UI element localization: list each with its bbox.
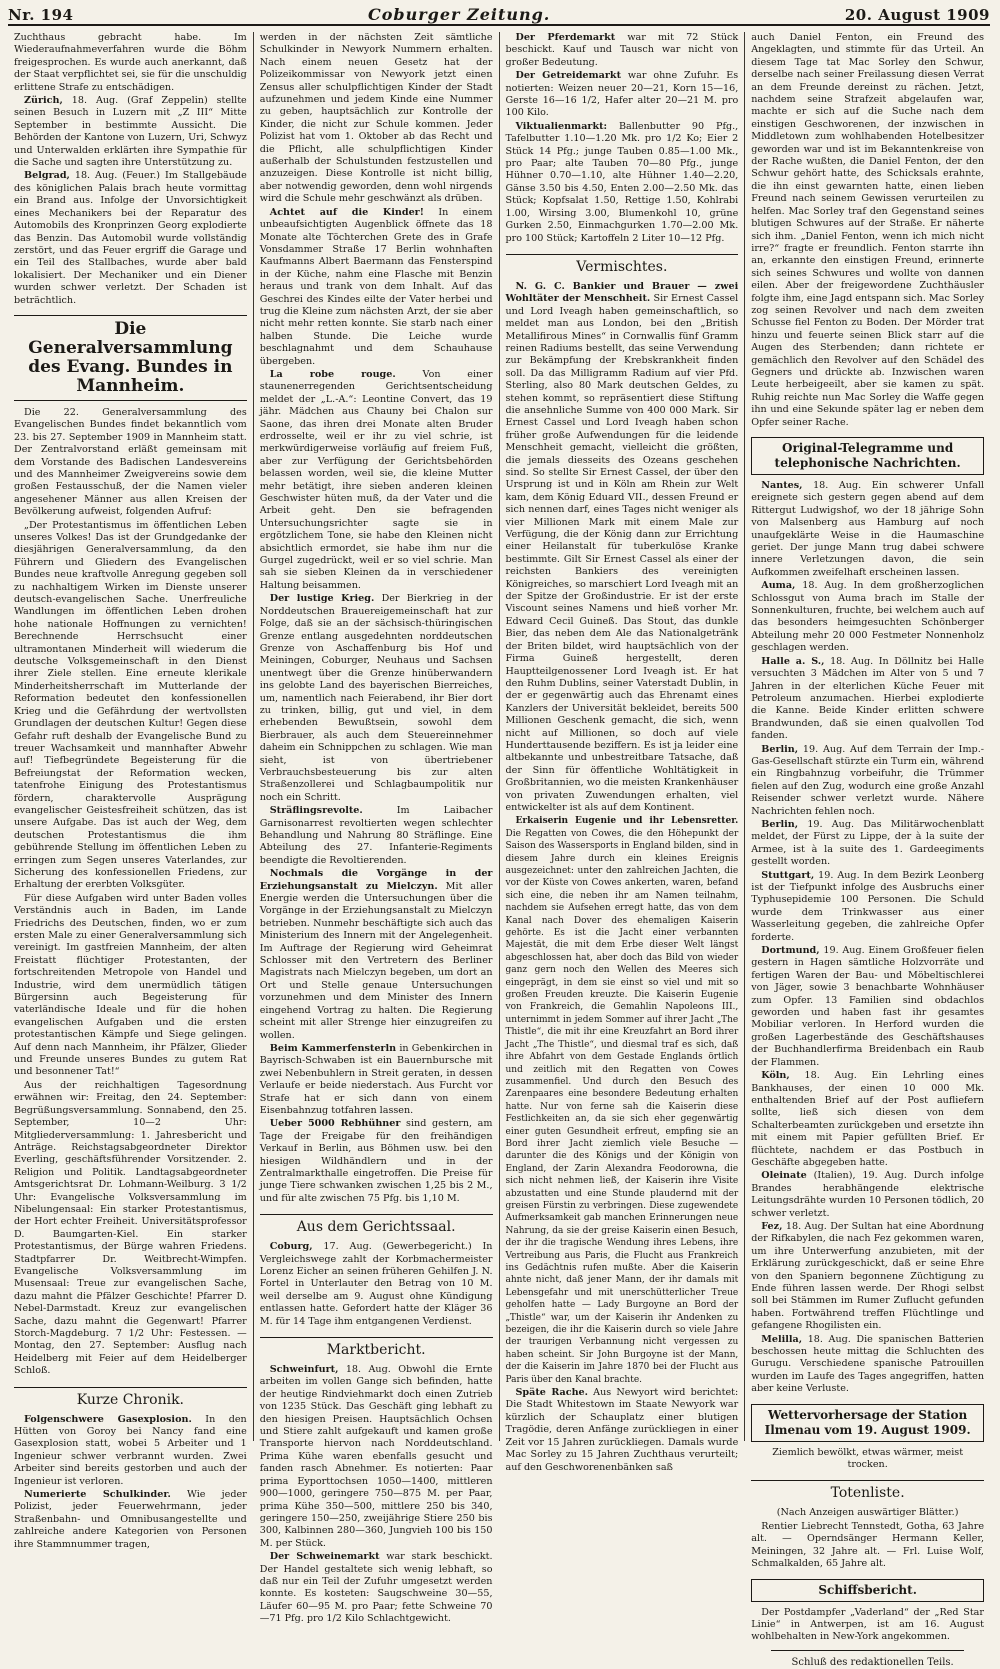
article-paragraph [260,1043,493,1117]
article-paragraph [751,480,984,579]
article-paragraph [506,815,739,1386]
article-text: Von einer staunenerregenden Gerichtsentscheidung meldet der „L.-A.“: Leontine Convert, das 19 jähr. Mädchen aus Chauny bei Chalon sur Saone, das ihren drei Monate alten Bruder erdrosselte, weil er ihr zu viel schrie, ist merkwürdigerweise vorläufig auf freiem Fuß, aber zur Verfügung der Gerichtsbehörden belassen worden, weil sie, die kleine Mutter mehr betätigt, ihre sieben anderen kleinen Geschwister hüten muß, da der Vater und die Arbeit geht. Den sie befragenden Untersuchungsrichter sagte sie in ergötzlichem Tone, sie habe den Kleinen nicht absichtlich ermordet, sie habe ihm nur die Gurgel zugedrückt, weil er so viel schrie. Man sah sie sieben Kleinen da in verschiedener Haltung beisammen. [259,368,493,591]
article-paragraph: Aus der reichhaltigen Tagesordnung erwähnen wir: Freitag, den 24. September: Begrüßungsversammlung. Sonnabend, den 25. September, 10—2 Uhr: Mitgliederversammlung: 1. Jahresbericht und Anträge. Reichstagsabgeordneter Direktor Everling, geschäftsführender Vorsitzender. 2. Religion und Politik. Landtagsabgeordneter Amtsgerichtsrat Dr. Lohmann-Weilburg. 3 1/2 Uhr: Evangelische Volksversammlung im Nibelungensaal: Ein starker Protestantismus, der Hort echter Freiheit. Universitätsprofessor D. Baumgarten-Kiel. Ein starker Protestantismus, der Bürge wahren Friedens. Stadtpfarrer Dr. Weitbrecht-Wimpfen. Evangelische Volksversammlung im Musensaal: Treue zur evangelischen Sache, dazu mahnt die Pfälzer Geschichte! Pfarrer D. Nebel-Darmstadt. Kreuz zur evangelischen Sache, dazu mahnt die Gegenwart! Pfarrer Storch-Magdeburg. 7 1/2 Uhr: Festessen. — Montag, den 27. September: Ausflug nach Heidelberg mit Feier auf dem Heidelberger Schloß. [14,1079,247,1377]
article-text: Im Laibacher Garnisonarrest revoltierten wegen schlechter Behandlung und Nahrung 80 Sträflinge. Eine Abteilung des 27. Infanterie-Regiments beendigte die Revoltierenden. [259,805,493,866]
article-text: 19. Aug. Das Militärwochenblatt meldet, der Fürst zu Lippe, der à la suite der Armee, ist à la suite des 1. Gardeegiments gestellt worden. [751,818,984,868]
headline: Numerierte Schulkinder. [24,1489,171,1501]
article-paragraph [751,1334,984,1396]
article-text: in Gebenkirchen in Bayrisch-Schwaben ist ein Bauernbursche mit zwei Nebenbuhlern in Streit geraten, in dessen Verlaufe er beide niederstach. Aus Furcht vor Strafe hat er sich dann von einem Eisenbahnzug totfahren lassen. [259,1042,493,1116]
article-paragraph: „Der Protestantismus im öffentlichen Leben unseres Volkes! Das ist der Grundgedanke der diesjährigen Generalversammlung, da den Führern und Gliedern des Evangelischen Bundes neue kraftvolle Anregung gegeben soll zu nachhaltigem Wirken im Dienste unserer deutsch-evangelischen Sache. Unerfreuliche Wandlungen im öffentlichen Leben drohen hohe nationale Hoffnungen zu vernichten! Berechnende Herrschsucht einer ultramontanen Minderheit will wiederum die deutsche Volksgemeinschaft in den Dienst ihrer Ziele stellen. Eine erneute klerikale Minderheitsherrschaft im Mutterlande der Reformation bedeutet den konfessionellen Krieg und die Gefährdung der wertvollsten Grundlagen der deutschen Kultur! Gegen diese Gefahr ruft deshalb der Evangelische Bund zu treuer Wachsamkeit und mannhafter Abwehr auf! Tiefbegründete Begeisterung für die Befreiungstat der Reformation wecken, tatenfrohe Einigung des Protestantismus fördern, charaktervolle Ausprägung evangelischer Geistesfreiheit schützen, das ist unsere Aufgabe. Das ist auch der Weg, dem deutschen Protestantismus die ihm gebührende Stellung im öffentlichen Leben zu erringen zum Segen unseres Vaterlandes, zur Sicherung des konfessionellen Friedens, zur Erhaltung der ererbten Volksgüter. [14,519,247,891]
article-text: In einem unbeaufsichtigten Augenblick öffnete das 18 Monate alte Töchterchen Grete des in Grafe Vonsdammer Straße 17 Berlin wohnhaften Kaufmanns Albert Baermann das Fensterspind in der Küche, nahm eine Flasche mit Benzin heraus und trank von dem Inhalt. Auf das Geschrei des Kindes eilte der Vater herbei und trug die Kleine zum nächsten Arzt, der sie aber nicht mehr retten konnte. Sie starb nach einer halben Stunde. Die Leiche wurde beschlagnahmt und dem Schauhause übergeben. [259,206,493,367]
divider [771,1650,964,1651]
column-4 [745,32,990,1668]
article-paragraph [751,870,984,944]
article-paragraph [14,95,247,169]
article-text: Mit aller Energie werden die Untersuchungen über die Vorgänge in der Erziehungsanstalt zu Mielczyn betrieben. Nunmehr beschäftigte sich auch das Ministerium des Innern mit der Angelegenheit. Im Auftrage der Regierung wird Geheimrat Schlosser mit den Vertretern des Berliner Magistrats nach Mielczyn begeben, um dort an Ort und Stelle genaue Untersuchungen vorzunehmen und dem Minister des Innern eingehend Vortrag zu halten. Die Regierung scheint mit aller Strenge hier einzugreifen zu wollen. [259,880,493,1041]
article-text: 19. Aug. Auf dem Terrain der Imp.-Gas-Gesellschaft stürzte ein Turm ein, während ein Ringbahnzug vorbeifuhr, die Trümmer fielen auf den Zug, wodurch eine große Anzahl Reisender schwer verletzt wurde. Nähere Nachrichten fehlen noch. [751,743,984,817]
article-paragraph [751,1170,984,1220]
article-paragraph: werden in der nächsten Zeit sämtliche Schulkinder in Newyork Nummern erhalten. Nach einem neuen Gesetz hat der Polizeikommissar von Newyork jetzt einen Zensus aller schulpflichtigen Kinder der Stadt aufzunehmen und jedem Kinde eine Nummer zu geben, hauptsächlich zur Kontrolle der Kinder, die nicht zur Schule kommen. Jeder Polizist hat vom 1. Oktober ab das Recht und die Pflicht, alle schulpflichtigen Kinder außerhalb der Schulstunden festzustellen und anzuzeigen. Diese Kontrolle ist nicht billig, aber notwendig geworden, denn wohl nirgends wird die Schule mehr geschwänzt als drüben. [259,32,493,205]
headline: Erkaiserin Eugenie und ihr Lebensretter. [515,816,739,827]
article-paragraph [751,1070,984,1169]
weather-forecast: Ziemlich bewölkt, etwas wärmer, meist trocken. [772,1446,964,1471]
article-paragraph [260,593,493,804]
headline: Sträflingsrevolte. [269,805,363,817]
dateline: Berlin, [761,743,799,755]
article-paragraph [506,1387,739,1474]
article-paragraph [14,170,247,306]
issue-date: 20. August 1909 [844,6,990,24]
dateline: Auma, [761,580,796,592]
article-text: 19. Aug. Einem Großfeuer fielen gestern in Hagen sämtliche Holzvorräte und fertigen Waren der Bau- und Möbeltischlerei von Jäger, sowie 3 benachbarte Wohnhäuser zum Opfer. 13 Familien sind obdachlos geworden und haben fast ihr gesamtes Mobiliar verloren. In Herford wurden die großen Lagerbestände des Geschäftshauses der Buchhandlerfirma Breidenbach ein Raub der Flammen. [751,945,984,1068]
article-paragraph [260,1364,493,1550]
article-text: 18. Aug. Obwohl die Ernte arbeiten im vollen Gange sich befinden, hatte der heutige Rindviehmarkt doch einen Zutrieb von 1235 Stück. Das Geschäft ging lebhaft zu den hiesigen Preisen. Hauptsächlich Ochsen und Stiere zahlt aufgekauft und kamen große Transporte hiervon nach Norddeutschland. Prima Kühe waren ebenfalls gesucht und fanden rasch Abnehmer. Es notierten: Paar prima Eyporttochsen 1050—1400, mittleren 900—1000, geringere 750—875 M. per Paar, prima Kühe 350—500, mittlere 250 bis 340, geringere 150—250, zweijährige Stiere 250 bis 300, Kalbinnen 280—360, Jungvieh 100 bis 150 M. per Stück. [259,1364,493,1549]
dateline: Belgrad, [24,170,70,182]
article-paragraph [260,369,493,592]
article-paragraph: Für diese Aufgaben wird unter Baden volles Verständnis auch in Baden, im Lande Friedrichs des Deutschen, finden, wo er zum ersten Male zu einer Generalversammlung sich vereinigt. Im gastfreien Mannheim, der alten Freistatt flüchtiger Protestanten, der fortschreitenden Metropole von Handel und Industrie, wird dem unermüdlich tätigen Bürgersinn auch Begeisterung für vaterländische Ideale und für die hohen evangelischen Aufgaben und die ersten protestantischen Kämpfe und Siege gelingen. Auf denn nach Mannheim, ihr Pfälzer, Glieder und Freunde unseres Bundes zu gutem Rat und besonnener Tat!“ [14,892,247,1078]
headline: Nochmals die Vorgänge in der Erziehungsanstalt zu Mielczyn. [259,868,493,892]
dateline: Fez, [761,1220,783,1232]
section-heading-marktbericht: Marktbericht. [260,1337,493,1358]
article-paragraph [260,207,493,368]
dateline: Stuttgart, [761,869,815,881]
column-1 [8,32,254,1550]
dateline: Melilla, [761,1333,803,1345]
section-heading-schiffsbericht: Schiffsbericht. [751,1579,984,1602]
article-text: (Italien), 19. Aug. Durch infolge Brandes herabhängende elektrische Leitungsdrähte wurden 10 Personen tödlich, 20 schwer verletzt. [751,1170,984,1219]
article-paragraph [751,1221,984,1333]
section-heading-telegramme: Original-Telegramme und telephonische Nachrichten. [751,437,984,475]
article-text: 18. Aug. In dem großherzoglichen Schlossgut von Auma brach im Stalle der Sonnenkulturen, fruchte, bei welchem auch auf das besonders heimgesuchten Schönberger Abteilung mehr 20 000 Festmeter Nonnenholz geschlagen werden. [751,580,984,654]
article-paragraph: Die 22. Generalversammlung des Evangelischen Bundes findet bekanntlich vom 23. bis 27. September 1909 in Mannheim statt. Der Zentralvorstand erläßt gemeinsam mit dem Vorstande des Badischen Landesvereins und des Mannheimer Zweigvereins sowie dem großen Festausschuß, der die Namen vieler angesehener Männer aus allen Kreisen der Bevölkerung aufweist, folgenden Aufruf: [14,406,247,518]
section-heading-wetter: Wettervorhersage der Station Ilmenau vom 19. August 1909. [751,1404,984,1442]
article-paragraph [260,1118,493,1205]
article-text: war ohne Zufuhr. Es notierten: Weizen neuer 20—21, Korn 15—16, Gerste 16—16 1/2, Hafer alter 20—21 M. pro 100 Kilo. [505,70,739,119]
section-heading-kurze-chronik: Kurze Chronik. [14,1387,247,1408]
dateline: Dortmund, [761,945,820,957]
article-text: Sir Ernest Cassel und Lord Iveagh haben gemeinschaftlich, so meldet man aus London, bei den „British Metallifirous Mines“ in Cornwallis fünf Gramm reinen Radiums bestellt, das seine Verwendung zur Bekämpfung der Krebskrankheit finden soll. Da das Milligramm Radium auf vier Pfd. Sterling, also 80 Mark deutschen Geldes, zu stehen kommt, so repräsentiert diese Stiftung die ansehnliche Summe von 400 000 Mark. Sir Ernest Cassel und Lord Iveagh haben schon früher große Aufwendungen für die leidende Menschheit gemacht, vielleicht die größten, die jemals diesseits des Ozeans geschehen sind. So stellte Sir Ernest Cassel, der über den Ursprung ist und in Köln am Rhein zur Welt kam, dem König Eduard VII., dessen Freund er sich nennen darf, eines Tages nicht weniger als vier Millionen Mark mit einem Male zur Verfügung, die der König dann zur Errichtung einer Heilanstalt für tuberkulöse Kranke bestimmte. Gilt Sir Ernest Cassel als einer der reichsten Bankiers des vereinigten Königreiches, so marschiert Lord Iveagh mit an der Spitze der Großindustrie. Er ist der erste Viscount seines Namens und hieß vorher Mr. Edward Cecil Guineß. Das Stout, das dunkle Bier, das neben dem Ale das Nationalgetränk der Briten bildet, wird hauptsächlich von der Firma Guineß hergestellt, deren Hauptteilgenossener Lord Iveagh ist. Er hat den Ruhm Dublins, seiner Vaterstadt Dublin, in der er gegenwärtig auch das Ehrenamt eines Kanzlers der Universität bekleidet, bereits 500 Millionen Geschenk gemacht, die sich, wenn nicht auf Millionen, so doch auf viele Hunderttausende beziffern. Es ist ja leider eine altbekannte und unbestreitbare Tatsache, daß der Sinn für öffentliche Wohltätigkeit in Großbritannien, wo die meisten Krankenhäuser von privaten Zuwendungen erhalten, viel entwickelter ist als auf dem Kontinent. [505,293,739,813]
totenliste-entries: Rentier Liebrecht Tennstedt, Gotha, 63 Jahre alt. — Operndsänger Hermann Keller, Meiningen, 32 Jahre alt. — Frl. Luise Wolf, Schmalkalden, 65 Jahre alt. [751,1520,984,1570]
article-text: 18. Aug. Der Sultan hat eine Abordnung der Rifkabylen, die nach Fez gekommen waren, um ihre Unterwerfung anzubieten, mit der Erklärung zurückgeschickt, daß er seine Ehre von den Spaniern begonnene Züchtigung zu Ende führen lassen werde. Der Rhogi selbst soll bei Stämmen im Rumer Zuflucht gefunden haben. Fortwährend treffen Flüchtlinge und gefangene Rhogilisten ein. [751,1220,984,1332]
article-paragraph [260,1241,493,1328]
article-paragraph [506,121,739,245]
article-text: sind gestern, am Tage der Freigabe für den freihändigen Verkauf in Berlin, aus Böhmen usw. bei den hiesigen Wildhändlern und in der Zentralmarkthalle eingetroffen. Die Preise für junge Tiere schwanken zwischen 1,25 bis 2 M., und für alte zwischen 75 Pfg. bis 1,10 M. [259,1118,493,1204]
dateline: Berlin, [761,818,799,830]
article-paragraph [14,1489,247,1551]
article-text: Wie jeder Polizist, jeder Feuerwehrmann, jeder Straßenbahn- und Omnibusangestellte und zahlreiche andere Kategorien von Personen ihre Stammnummer tragen, [14,1489,247,1550]
article-paragraph [751,945,984,1069]
article-text: 18. Aug. Ein schwerer Unfall ereignete sich gestern gegen abend auf dem Rittergut Ludwigshof, wo der 18 jährige Sohn von Malsenberg aus Hamburg auf noch unaufgeklärte Weise in die Haumaschine geriet. Der junge Mann trug dabei schwere innere Verletzungen davon, die sein Aufkommen zweifelhaft erscheinen lassen. [751,480,984,578]
text-columns [8,32,990,1668]
article-paragraph [506,70,739,120]
masthead [8,4,990,26]
dateline: Oleinate [761,1170,807,1182]
headline: Späte Rache. [515,1387,589,1399]
article-paragraph [260,805,493,867]
newspaper-title: Coburger Zeitung. [368,5,551,24]
article-text: 18. Aug. (Feuer.) Im Stallgebäude des königlichen Palais brach heute vormittag ein Brand aus. Infolge der Unvorsichtigkeit eines Mechanikers bei der Reparatur des Automobils des Kronprinzen Georg explodierte das Benzin. Das Automobil wurde vollständig zerstört, und das Feuer ergriff die Garage und ein Teil des Stallbaches, wurde aber bald lokalisiert. Der Mechaniker und ein Diener wurden schwer verletzt. Der Schaden ist beträchtlich. [14,170,247,306]
article-text: 18. Aug. (Graf Zeppelin) stellte seinen Besuch in Luzern mit „Z III“ Mitte September in bestimmte Aussicht. Die Behörden der Kantone von Luzern, Uri, Schwyz und Unterwalden erklärten ihre Sympathie für die Sache und sagten ihre Unterstützung zu. [14,95,247,169]
headline: Beim Kammerfensterln [269,1042,397,1054]
headline: Folgenschwere Gasexplosion. [24,1413,192,1425]
dateline: Schweinfurt, [269,1364,339,1376]
headline: Der Getreidemarkt [515,70,622,82]
headline: Achtet auf die Kinder! [269,206,424,218]
article-text: Aus Newyort wird berichtet: Die Stadt Whitestown im Staate Newyork war kürzlich der Schauplatz einer blutigen Tragödie, deren Anfänge zurückliegen in einer Zeit vor 15 Jahren zurückliegen. Damals wurde Mac Sorley zu 15 Jahren Zuchthaus verurteilt; auf den Geschworenenbänken saß [505,1387,739,1473]
dateline: Nantes, [761,480,803,491]
article-text: 19. Aug. In dem Bezirk Leonberg ist der Tiefpunkt infolge des Ausbruchs einer Typhusepidemie 100 Personen. Die Schuld wurde dem Trinkwasser aus einer Wasserleitung gegeben, die zahlreiche Opfer forderte. [751,869,984,943]
headline: La robe rouge. [269,368,396,380]
section-heading-gerichtssaal: Aus dem Gerichtssaal. [260,1214,493,1235]
headline: Viktualienmarkt: [515,120,608,132]
column-3 [500,32,746,1473]
section-heading-totenliste: Totenliste. [751,1480,984,1501]
section-heading-vermischtes: Vermischtes. [506,254,739,275]
totenliste-source: (Nach Anzeigen auswärtiger Blätter.) [776,1507,959,1519]
headline: Der Pferdemarkt [515,32,616,43]
article-paragraph: auch Daniel Fenton, ein Freund des Angeklagten, und stimmte für das Urteil. An diesem Tage tat Mac Sorley den Schwur, derselbe nach seiner Freilassung diesen Verrat an dem Freunde dereinst zu rächen. Jetzt, nachdem seine Strafzeit abgelaufen war, machte er sich auf die Suche nach dem einstigen Geschworenen, der inzwischen in Middletown zum wohlhabenden Hotelbesitzer geworden war und ist im Bekanntenkreise von der Rache wußten, die Daniel Fenton, der den Schwur gehört hatte, des Schicksals erahnte, die ihn einst gewarnten hatte, einen lieben Freund nach seinem Gewissen verurteilen zu helfen. Mac Sorley traf den Gegenstand seines blutigen Schwures auf der Straße. Er näherte sich ihm. „Daniel Fenton, wenn ich mich nicht irre?“ fragte er freundlich. Fenton starrte ihn an, erkannte den einstigen Freund, erinnerte sich seines Schwures und wollte von dannen eilen. Aber der freigewordene Zuchthäusler folgte ihm, eine Jagd entspann sich. Mac Sorley zog seinen Revolver und nach dem zweiten Schusse fiel Fenton zu Boden. Der Mörder trat hinzu und feuerte seinen Blick starr auf die Augen des Sterbenden; dann richtete er gemächlich den Revolver auf den Schädel des Gegners und drückte ab. Inzwischen waren Leute herbeigeeilt, aber sie kamen zu spät. Ruhig reichte nun Mac Sorley die Waffe gegen ihn und eine Sekunde später lag er neben dem Opfer seiner Rache. [751,32,984,428]
headline: N. G. C. Bankier und Brauer — zwei Wohltäter der Menschheit. [505,280,739,305]
article-text: In den Hütten von Goroy bei Nancy fand eine Gasexplosion statt, wobei 5 Arbeiter und 1 Ingenieur schwer verbrannt wurden. Zwei Arbeiter sind bereits gestorben und auch der Ingenieur ist verloren. [14,1413,247,1487]
headline: Der lustige Krieg. [269,593,375,605]
section-heading-generalversammlung: Die Generalversammlung des Evang. Bundes in Mannheim. [14,315,247,401]
article-paragraph [506,32,739,69]
dateline: Zürich, [24,95,63,107]
article-text: 18. Aug. Die spanischen Batterien beschossen heute mittag die Schluchten des Gurugu. Verschiedene spanische Patrouillen wurden im Laufe des Tages angegriffen, hatten aber keine Verluste. [751,1333,984,1395]
article-text: war stark beschickt. Der Handel gestaltete sich wenig lebhaft, so daß nur ein Teil der Zufuhr umgesetzt werden konnte. Es kosteten: Saugschweine 30—55, Läufer 60—95 M. pro Paar; fette Schweine 70—71 Pfg. pro 1/2 Kilo Schlachtgewicht. [259,1551,493,1625]
article-paragraph [751,580,984,654]
article-paragraph [751,744,984,818]
article-paragraph [260,868,493,1042]
article-text: 18. Aug. Ein Lehrling eines Bankhauses, der einen 10 000 Mk. enthaltenden Brief auf der Post aufliefern sollte, ließ sich diesen von dem Schalterbeamten zurückgeben und ersetzte ihn mit einem mit Papier gefüllten Brief. Er flüchtete, nachdem er das Postbuch in Geschäfte abgegeben hatte. [751,1070,984,1168]
dateline: Coburg, [269,1241,313,1253]
article-paragraph [14,1414,247,1488]
dateline: Köln, [761,1070,790,1082]
article-paragraph [506,281,739,814]
article-text: 17. Aug. (Gewerbegericht.) In Vergleichswege zahlt der Korbmachermeister Lorenz Eicher an seinen früheren Gehilfen J. N. Fortel in Unterlauter den Betrag von 10 M. weil derselbe am 9. August ohne Kündigung entlassen hatte. Gefordert hatte der Kläger 36 M. für 14 Tage ihm entgangenen Verdienst. [259,1241,493,1327]
column-2 [254,32,500,1625]
article-text: war mit 72 Stück beschickt. Kauf und Tausch war nicht von großer Bedeutung. [505,32,739,68]
article-text: 18. Aug. In Döllnitz bei Halle versuchten 3 Mädchen im Alter von 5 und 7 Jahren in der elterlichen Küche Feuer mit Petroleum anzumachen. Hierbei explodierte die Kanne. Beide Kinder erlitten schwere Brandwunden, daß sie einen qualvollen Tod fanden. [751,655,984,742]
article-text: Die Regatten von Cowes, die den Höhepunkt der Saison des Wassersports in England bilden, sind in diesem Jahre durch ein kleines Ereignis ausgezeichnet: unter den zahlreichen Jachten, die vor der Küste von Cowes ankerten, waren, befand sich eine, die neben ihr am Namen teilnahm, nachdem sie Aufsehen erregt hatte, das von dem Kanal nach Dover des ehemaligen Kaiserin gehörte. Es ist die Jacht einer verbannten Majestät, die mit dem Erbe dieser Welt längst abgeschlossen hat, aber doch das Bild von wieder ganz gern noch den Wellen des Meeres sich eingeprägt, in dem sie einst so viel und mit so großen Freuden kreuzte. Die Kaiserin Eugenie von Frankreich, die Gemahlin Napoleons III., unternimmt in jedem Sommer auf ihrer Jacht „The Thistle“, die mit ihr eine Kreuzfahrt an Bord ihrer Jacht „The Thistle“, und diesmal traf es sich, daß ihre Abfahrt von dem Gestade Englands örtlich und zeitlich mit den Regatten von Cowes zusammenfiel. Und durch den Besuch des Zarenpaares eine besondere Bedeutung erhalten hatte. Nur von ferne sah die Kaiserin diese Festlichkeiten an, da sie sich eher gegenwärtig einer guten Gesundheit erfreut, empfing sie an Bord ihrer Jacht ziemlich viele Besuche — darunter die des Königs und der Königin von England, der Zarin Alexandra Feodorowna, die sich nicht nehmen ließ, der Kaiserin ihre Visite abzustatten und eine Stunde plaudernd mit der greisen Fürstin zu verbringen. Diese zugewendete Aufmerksamkeit gab manchen Erinnerungen neue Nahrung, da sie der greise Kaiserin einen Besuch, der ihr die tragische Wendung ihres Lebens, ihre Vertreibung aus Paris, die Flucht aus Frankreich ins Gedächtnis rufen mußte. Aber die Kaiserin ahnte nicht, daß jener Mann, der ihr damals mit Lebensgefahr und mit unerschütterlicher Treue geholfen hatte — Lady Burgoyne an Bord der „Thistle“ war, um der Kaiserin ihr Andenken zu bezeigen, die ihr die Kaiserin durch so viele Jahre der traurigen Verbannung nicht vergessen zu haben scheint. Sir John Burgoyne ist der Mann, der die Kaiserin im Jahre 1870 bei der Flucht aus Paris über den Kanal brachte. [505,828,739,1385]
article-paragraph [260,1551,493,1625]
ship-report: Der Postdampfer „Vaderland“ der „Red Star Linie“ in Antwerpen, ist am 16. August wohlbehalten in New-York angekommen. [751,1606,984,1643]
issue-number: Nr. 194 [8,6,74,24]
article-paragraph: Zuchthaus gebracht habe. Im Wiederaufnahmeverfahren wurde die Böhm freigesprochen. Es wurde auch anerkannt, daß der Staat verpflichtet sei, sie für die unschuldig erlittene Strafe zu entschädigen. [14,32,247,93]
editorial-end-note: Schluß des redaktionellen Teils. [791,1656,954,1668]
dateline: Halle a. S., [761,655,825,667]
headline: Der Schweinemarkt [269,1551,380,1563]
article-paragraph [751,656,984,743]
headline: Ueber 5000 Rebhühner [269,1118,401,1130]
article-paragraph [751,819,984,869]
article-text: Der Bierkrieg in der Norddeutschen Brauereigemeinschaft hat zur Folge, daß sie an der sächsisch-thüringischen Grenze entlang ausgedehnten norddeutschen Grenze von Aschaffenburg bis Hof und Meiningen, Coburger, Neuhaus und Sachsen unentwegt über die Grenze hinüberwandern ins gelobte Land des bayerischen Bierreiches, um, namentlich nach Feierabend, ihr Bier dort zu trinken, billig, gut und viel, in dem erhebenden Bewußtsein, sowohl dem Bierbrauer, als auch dem Steuereinnehmer daheim ein Schnippchen zu schlagen. Wie man sieht, ist von übertriebener Verbrauchsbesteuerung bis zur alten Straßenzollerei und Schlagbaumpolitik nur noch ein Schritt. [259,593,493,803]
article-text: Ballenbutter 90 Pfg., Tafelbutter 1.10—1.20 Mk. pro 1/2 Ko; Eier 2 Stück 14 Pfg.; junge Tauben 0.85—1.00 Mk., pro Paar; alte Tauben 70—80 Pfg., junge Hühner 0.70—1.10, alte Hühner 1.40—2.20, Gänse 3.50 bis 4.50, Enten 2.00—2.50 Mk. das Stück; Kopfsalat 1.50, Rettige 1.50, Kohlrabi 1.00, Wirsing 3.00, Blumenkohl 10, grüne Gurken 2.50, Einmachgurken 1.70—2.00 Mk. pro 100 Stück; Kartoffeln 2 Liter 10—12 Pfg. [505,120,739,244]
